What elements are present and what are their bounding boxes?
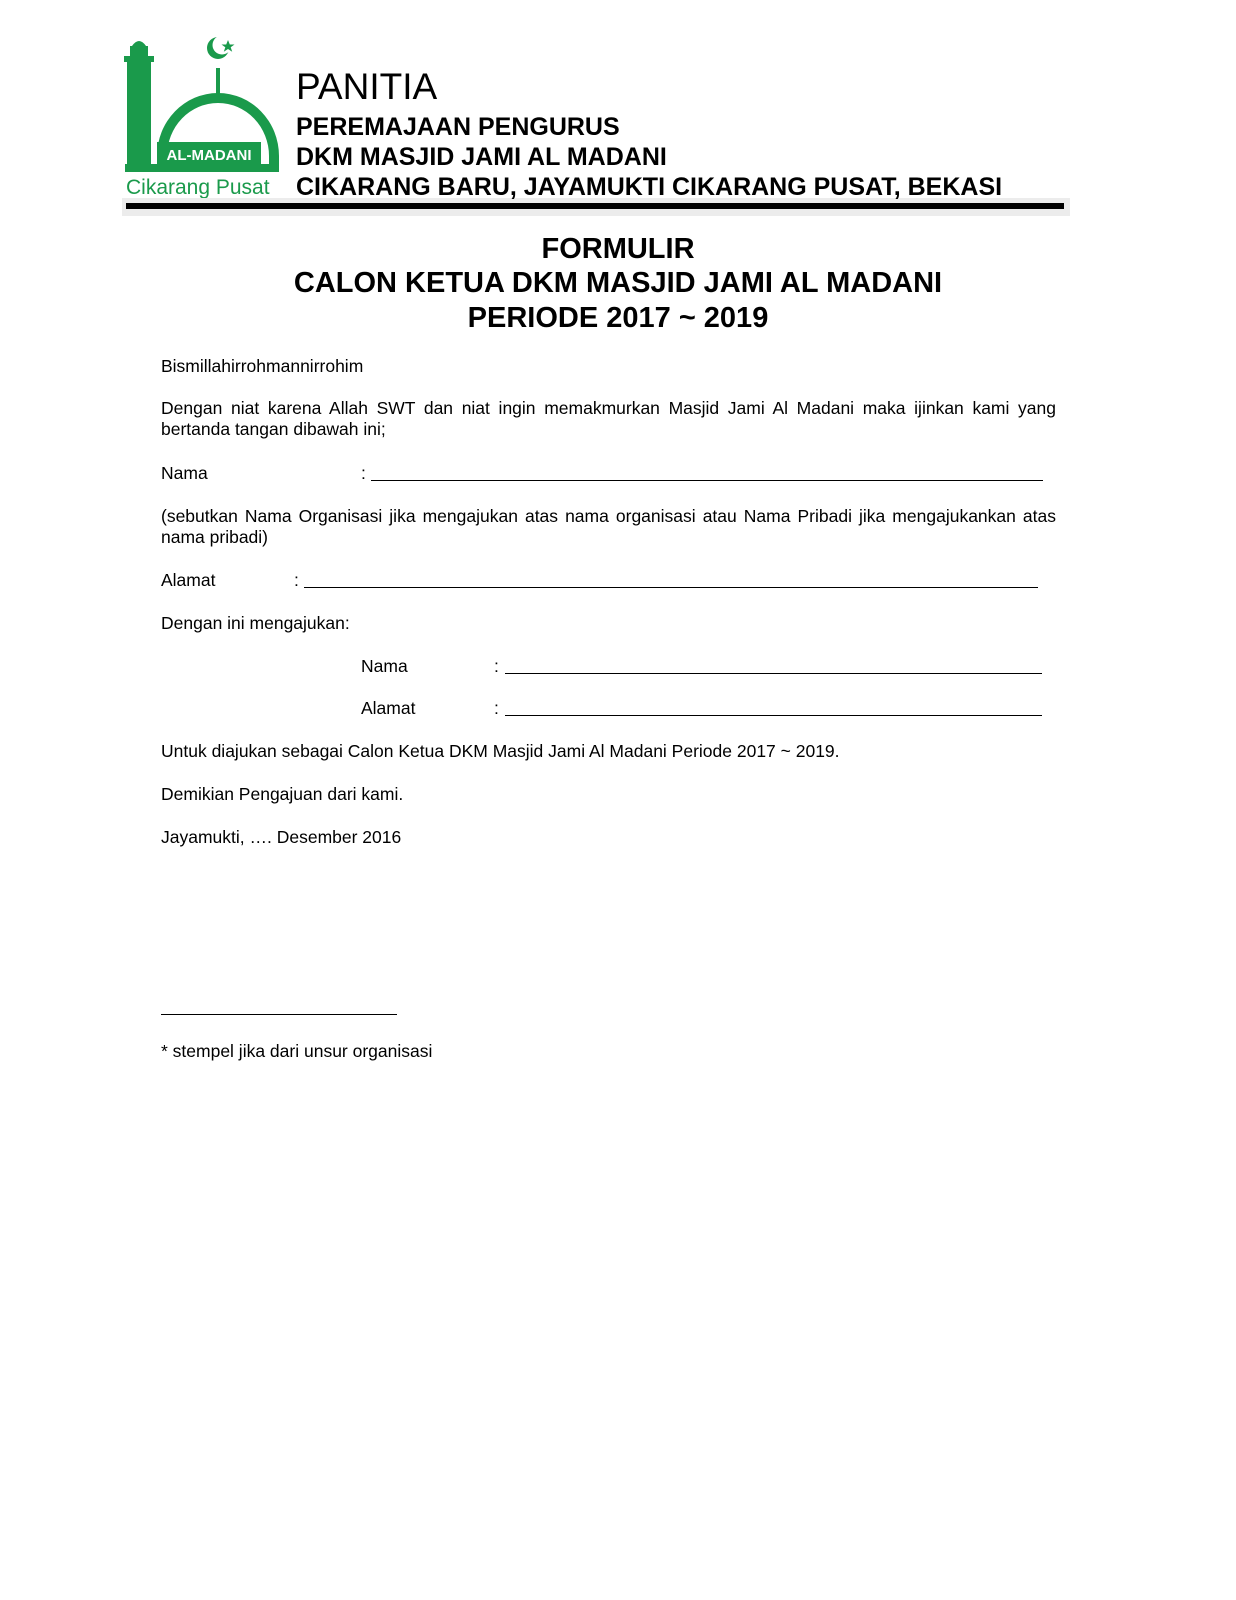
logo-badge-text: AL-MADANI [166, 147, 252, 164]
nama-field-line[interactable] [371, 480, 1043, 481]
nama-note: (sebutkan Nama Organisasi jika mengajukan atas nama organisasi atau Nama Pribadi jika mengajukankan atas nama pribadi) [161, 506, 1056, 547]
alamat-colon: : [294, 570, 299, 590]
stamp-note: * stempel jika dari unsur organisasi [161, 1041, 433, 1061]
purpose-text: Untuk diajukan sebagai Calon Ketua DKM Masjid Jami Al Madani Periode 2017 ~ 2019. [161, 741, 840, 761]
submit-intro: Dengan ini mengajukan: [161, 613, 350, 633]
candidate-alamat-label: Alamat [361, 698, 416, 718]
candidate-nama-label: Nama [361, 656, 408, 676]
header-line-3: CIKARANG BARU, JAYAMUKTI CIKARANG PUSAT, BEKASI [296, 173, 1003, 201]
candidate-alamat-field-line[interactable] [505, 715, 1042, 716]
form-subtitle: CALON KETUA DKM MASJID JAMI AL MADANI [293, 267, 943, 299]
form-period: PERIODE 2017 ~ 2019 [467, 302, 769, 334]
nama-colon: : [361, 463, 366, 483]
mosque-crescent-star-logo [122, 34, 290, 198]
header-divider [126, 203, 1064, 209]
closing-text: Demikian Pengajuan dari kami. [161, 784, 404, 804]
place-date: Jayamukti, …. Desember 2016 [161, 827, 402, 847]
candidate-nama-colon: : [494, 656, 499, 676]
header-title: PANITIA [296, 66, 438, 107]
logo-location-text: Cikarang Pusat [126, 176, 270, 198]
candidate-nama-field-line[interactable] [505, 673, 1042, 674]
nama-label: Nama [161, 463, 208, 483]
intro-paragraph: Dengan niat karena Allah SWT dan niat ingin memakmurkan Masjid Jami Al Madani maka ijinkan kami yang bertanda tangan dibawah ini; [161, 398, 1056, 439]
alamat-field-line[interactable] [304, 587, 1038, 588]
alamat-label: Alamat [161, 570, 216, 590]
header-line-1: PEREMAJAAN PENGURUS [296, 113, 620, 141]
candidate-alamat-colon: : [494, 698, 499, 718]
signature-line[interactable] [161, 1014, 397, 1015]
greeting: Bismillahirrohmannirrohim [161, 356, 364, 376]
form-title: FORMULIR [541, 233, 695, 265]
header-line-2: DKM MASJID JAMI AL MADANI [296, 143, 667, 171]
